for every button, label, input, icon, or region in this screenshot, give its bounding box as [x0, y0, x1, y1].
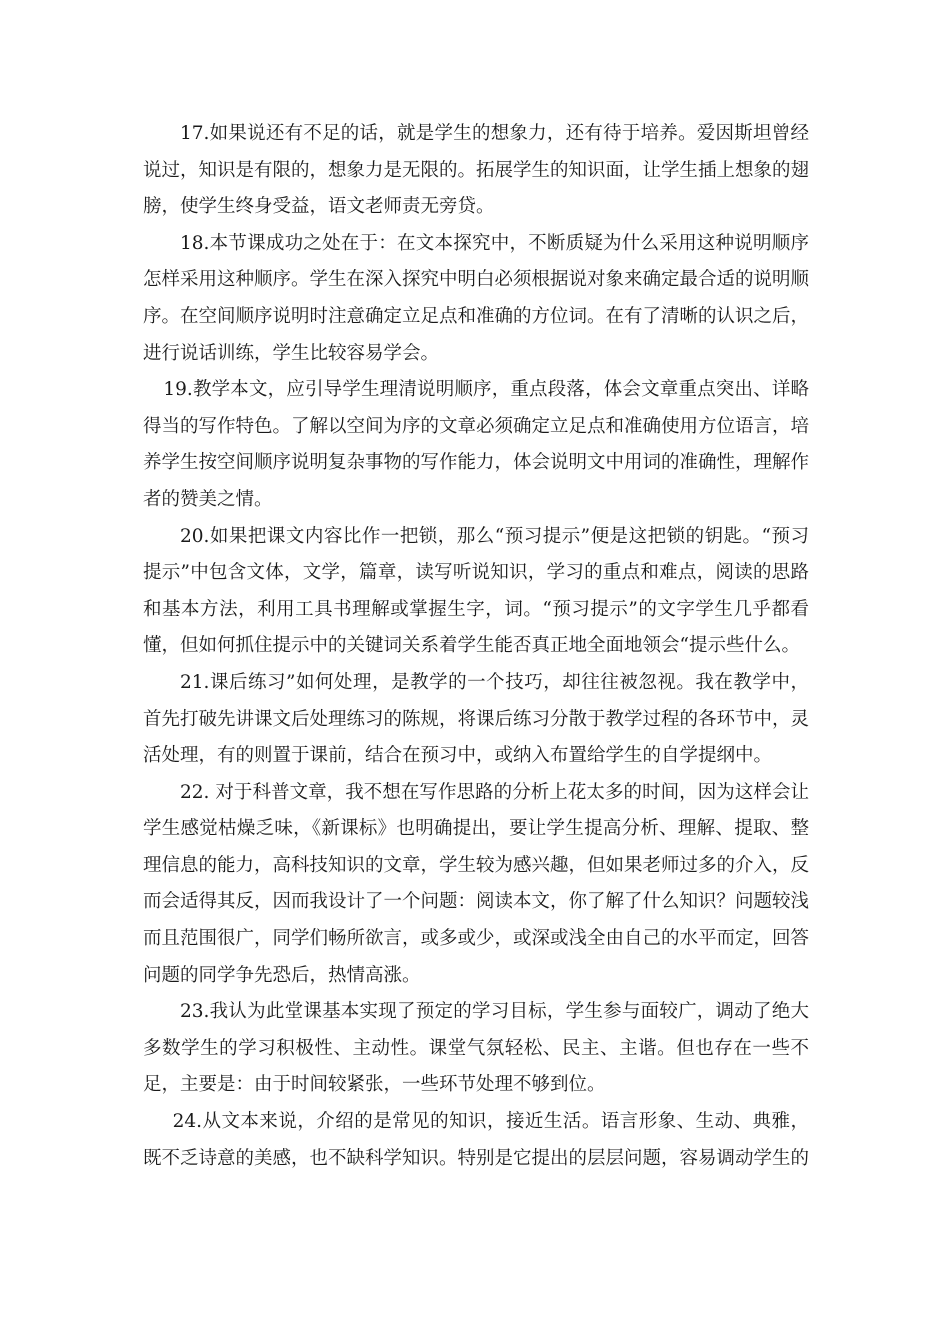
paragraph-20: 20.如果把课文内容比作一把锁，那么“预习提示”便是这把锁的钥匙。“预习提示”中包含文体，文学，篇章，读写听说知识，学习的重点和难点，阅读的思路和基本方法，利用工具书理解或掌握生字，词。“预习提示”的文字学生几乎都看懂，但如何抓住提示中的关键词关系着学生能否真正地全面地领会“提示些什么。 — [143, 525, 809, 657]
paragraph-17: 17.如果说还有不足的话，就是学生的想象力，还有待于培养。爱因斯坦曾经说过，知识是有限的，想象力是无限的。拓展学生的知识面，让学生插上想象的翅膀，使学生终身受益，语文老师责无旁贷。 — [143, 123, 810, 218]
paragraph-21: 21.课后练习”如何处理，是教学的一个技巧，却往往被忽视。我在教学中，首先打破先讲课文后处理练习的陈规，将课后练习分散于教学过程的各环节中，灵活处理，有的则置于课前，结合在预习中，或纳入布置给学生的自学提纲中。 — [143, 671, 810, 767]
document-body — [143, 116, 809, 1177]
paragraph-18: 18.本节课成功之处在于：在文本探究中，不断质疑为什么采用这种说明顺序怎样采用这种顺序。学生在深入探究中明白必须根据说对象来确定最合适的说明顺序。在空间顺序说明时注意确定立足点和准确的方位词。在有了清晰的认识之后，进行说话训练，学生比较容易学会。 — [143, 232, 810, 364]
paragraph-23: 23.我认为此堂课基本实现了预定的学习目标，学生参与面较广，调动了绝大多数学生的学习积极性、主动性。课堂气氛轻松、民主、主谐。但也存在一些不足，主要是：由于时间较紧张，一些环节处理不够到位。 — [143, 1001, 809, 1096]
paragraph-24: 24.从文本来说，介绍的是常见的知识，接近生活。语言形象、生动、典雅，既不乏诗意的美感，也不缺科学知识。特别是它提出的层层问题，容易调动学生的 — [143, 1111, 810, 1169]
paragraph-22: 22. 对于科普文章，我不想在写作思路的分析上花太多的时间，因为这样会让学生感觉枯燥乏味，《新课标》也明确提出，要让学生提高分析、理解、提取、整理信息的能力，高科技知识的文章，学生较为感兴趣，但如果老师过多的介入，反而会适得其反，因而我设计了一个问题：阅读本文，你了解了什么知识？问题较浅而且范围很广，同学们畅所欲言，或多或少，或深或浅全由自己的水平而定，回答问题的同学争先恐后，热情高涨。 — [143, 781, 810, 986]
paragraph-19: 19.教学本文，应引导学生理清说明顺序，重点段落，体会文章重点突出、详略得当的写作特色。了解以空间为序的文章必须确定立足点和准确使用方位语言，培养学生按空间顺序说明复杂事物的写作能力，体会说明文中用词的准确性，理解作者的赞美之情。 — [143, 379, 810, 510]
